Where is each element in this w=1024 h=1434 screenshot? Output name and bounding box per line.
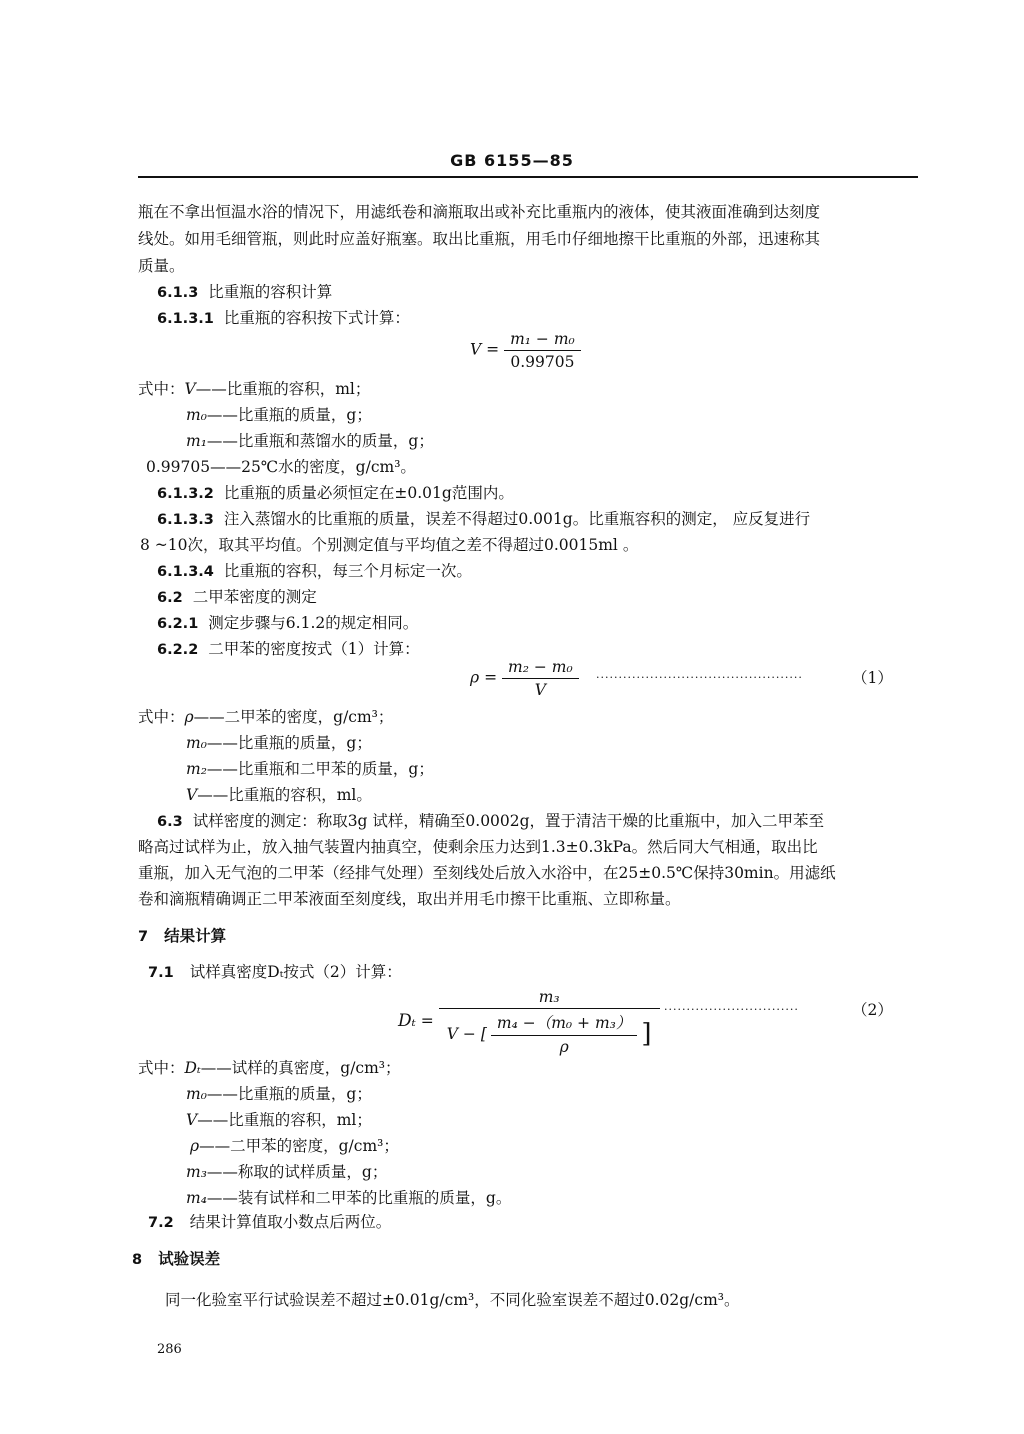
section-6-3: 6.3 试样密度的测定：称取3g 试样，精确至0.0002g，置于清洁干燥的比重瓶中，加入二甲苯至 (157, 812, 825, 830)
where-v-3: V——比重瓶的容积，ml； (186, 1111, 372, 1129)
section-6-1-3-1: 6.1.3.1 比重瓶的容积按下式计算： (157, 309, 410, 327)
where-m4: m₄——装有试样和二甲苯的比重瓶的质量，g。 (186, 1189, 512, 1207)
header-rule (138, 176, 918, 178)
section-6-2-1: 6.2.1 测定步骤与6.1.2的规定相同。 (157, 614, 419, 632)
section-6-3-line-2: 略高过试样为止，放入抽气装置内抽真空，使剩余压力达到1.3±0.3kPa。然后同大气相通，取出比 (138, 838, 818, 856)
formula-2: Dₜ = m₃ V − [ $\frac{\text{m₄ −（m₀ + m₃）}}{\rho}$ ] (398, 988, 660, 1056)
where-dt: 式中：Dₜ——试样的真密度，g/cm³； (138, 1059, 401, 1077)
formula-1: ρ = $\frac{\text{m₂ − m₀}}{V}$ (470, 658, 579, 699)
section-7-1: 7.1 试样真密度Dₜ按式（2）计算： (148, 963, 402, 981)
section-8-heading: 8 试验误差 (132, 1249, 221, 1268)
section-7-2: 7.2 结果计算值取小数点后两位。 (148, 1213, 392, 1231)
where-v: 式中：V——比重瓶的容积，ml； (138, 380, 371, 398)
section-7-heading: 7 结果计算 (138, 926, 227, 945)
standard-header: GB 6155—85 (450, 151, 574, 170)
section-6-3-line-3: 重瓶，加入无气泡的二甲苯（经排气处理）至刻线处后放入水浴中，在25±0.5℃保持30min。用滤纸 (138, 864, 836, 882)
formula-1-label: （1） (852, 669, 893, 687)
section-6-2-2: 6.2.2 二甲苯的密度按式（1）计算： (157, 640, 420, 658)
where-m2: m₂——比重瓶和二甲苯的质量，g； (186, 760, 434, 778)
page-number: 286 (157, 1342, 182, 1357)
where-m3: m₃——称取的试样质量，g； (186, 1163, 388, 1181)
formula-2-leader: .............................. (664, 1000, 799, 1013)
where-rho: 式中：ρ——二甲苯的密度，g/cm³； (138, 708, 394, 726)
section-8-text: 同一化验室平行试验误差不超过±0.01g/cm³，不同化验室误差不超过0.02g/cm³。 (165, 1291, 740, 1309)
where-m0-3: m₀——比重瓶的质量，g； (186, 1085, 372, 1103)
where-density-water: 0.99705——25℃水的密度，g/cm³。 (146, 458, 416, 476)
where-rho-3: ρ——二甲苯的密度，g/cm³； (190, 1137, 399, 1155)
section-6-3-line-4: 卷和滴瓶精确调正二甲苯液面至刻度线，取出并用毛巾擦干比重瓶、立即称量。 (138, 890, 681, 908)
formula-2-label: （2） (852, 1001, 893, 1019)
section-6-1-3-2: 6.1.3.2 比重瓶的质量必须恒定在±0.01g范围内。 (157, 484, 514, 502)
intro-line-1: 瓶在不拿出恒温水浴的情况下，用滤纸卷和滴瓶取出或补充比重瓶内的液体，使其液面准确到达刻度 (138, 203, 821, 221)
intro-line-3: 质量。 (138, 257, 185, 275)
section-6-2: 6.2 二甲苯密度的测定 (157, 588, 317, 606)
section-6-1-3: 6.1.3 比重瓶的容积计算 (157, 283, 333, 301)
section-6-1-3-3: 6.1.3.3 注入蒸馏水的比重瓶的质量，误差不得超过0.001g。比重瓶容积的测定， 应反复进行 (157, 510, 811, 528)
where-m0: m₀——比重瓶的质量，g； (186, 406, 372, 424)
where-m1: m₁——比重瓶和蒸馏水的质量，g； (186, 432, 434, 450)
intro-line-2: 线处。如用毛细管瓶，则此时应盖好瓶塞。取出比重瓶，用毛巾仔细地擦干比重瓶的外部，迅速称其 (138, 230, 821, 248)
formula-1-leader: .............................................. (596, 668, 803, 681)
formula-volume: V = $\frac{\text{m₁ − m₀}}{0.99705}$ (470, 330, 581, 371)
where-v-2: V——比重瓶的容积，ml。 (186, 786, 372, 804)
section-6-1-3-3-cont: 8 ~10次，取其平均值。个别测定值与平均值之差不得超过0.0015ml 。 (140, 536, 639, 554)
section-6-1-3-4: 6.1.3.4 比重瓶的容积，每三个月标定一次。 (157, 562, 472, 580)
where-m0-2: m₀——比重瓶的质量，g； (186, 734, 372, 752)
